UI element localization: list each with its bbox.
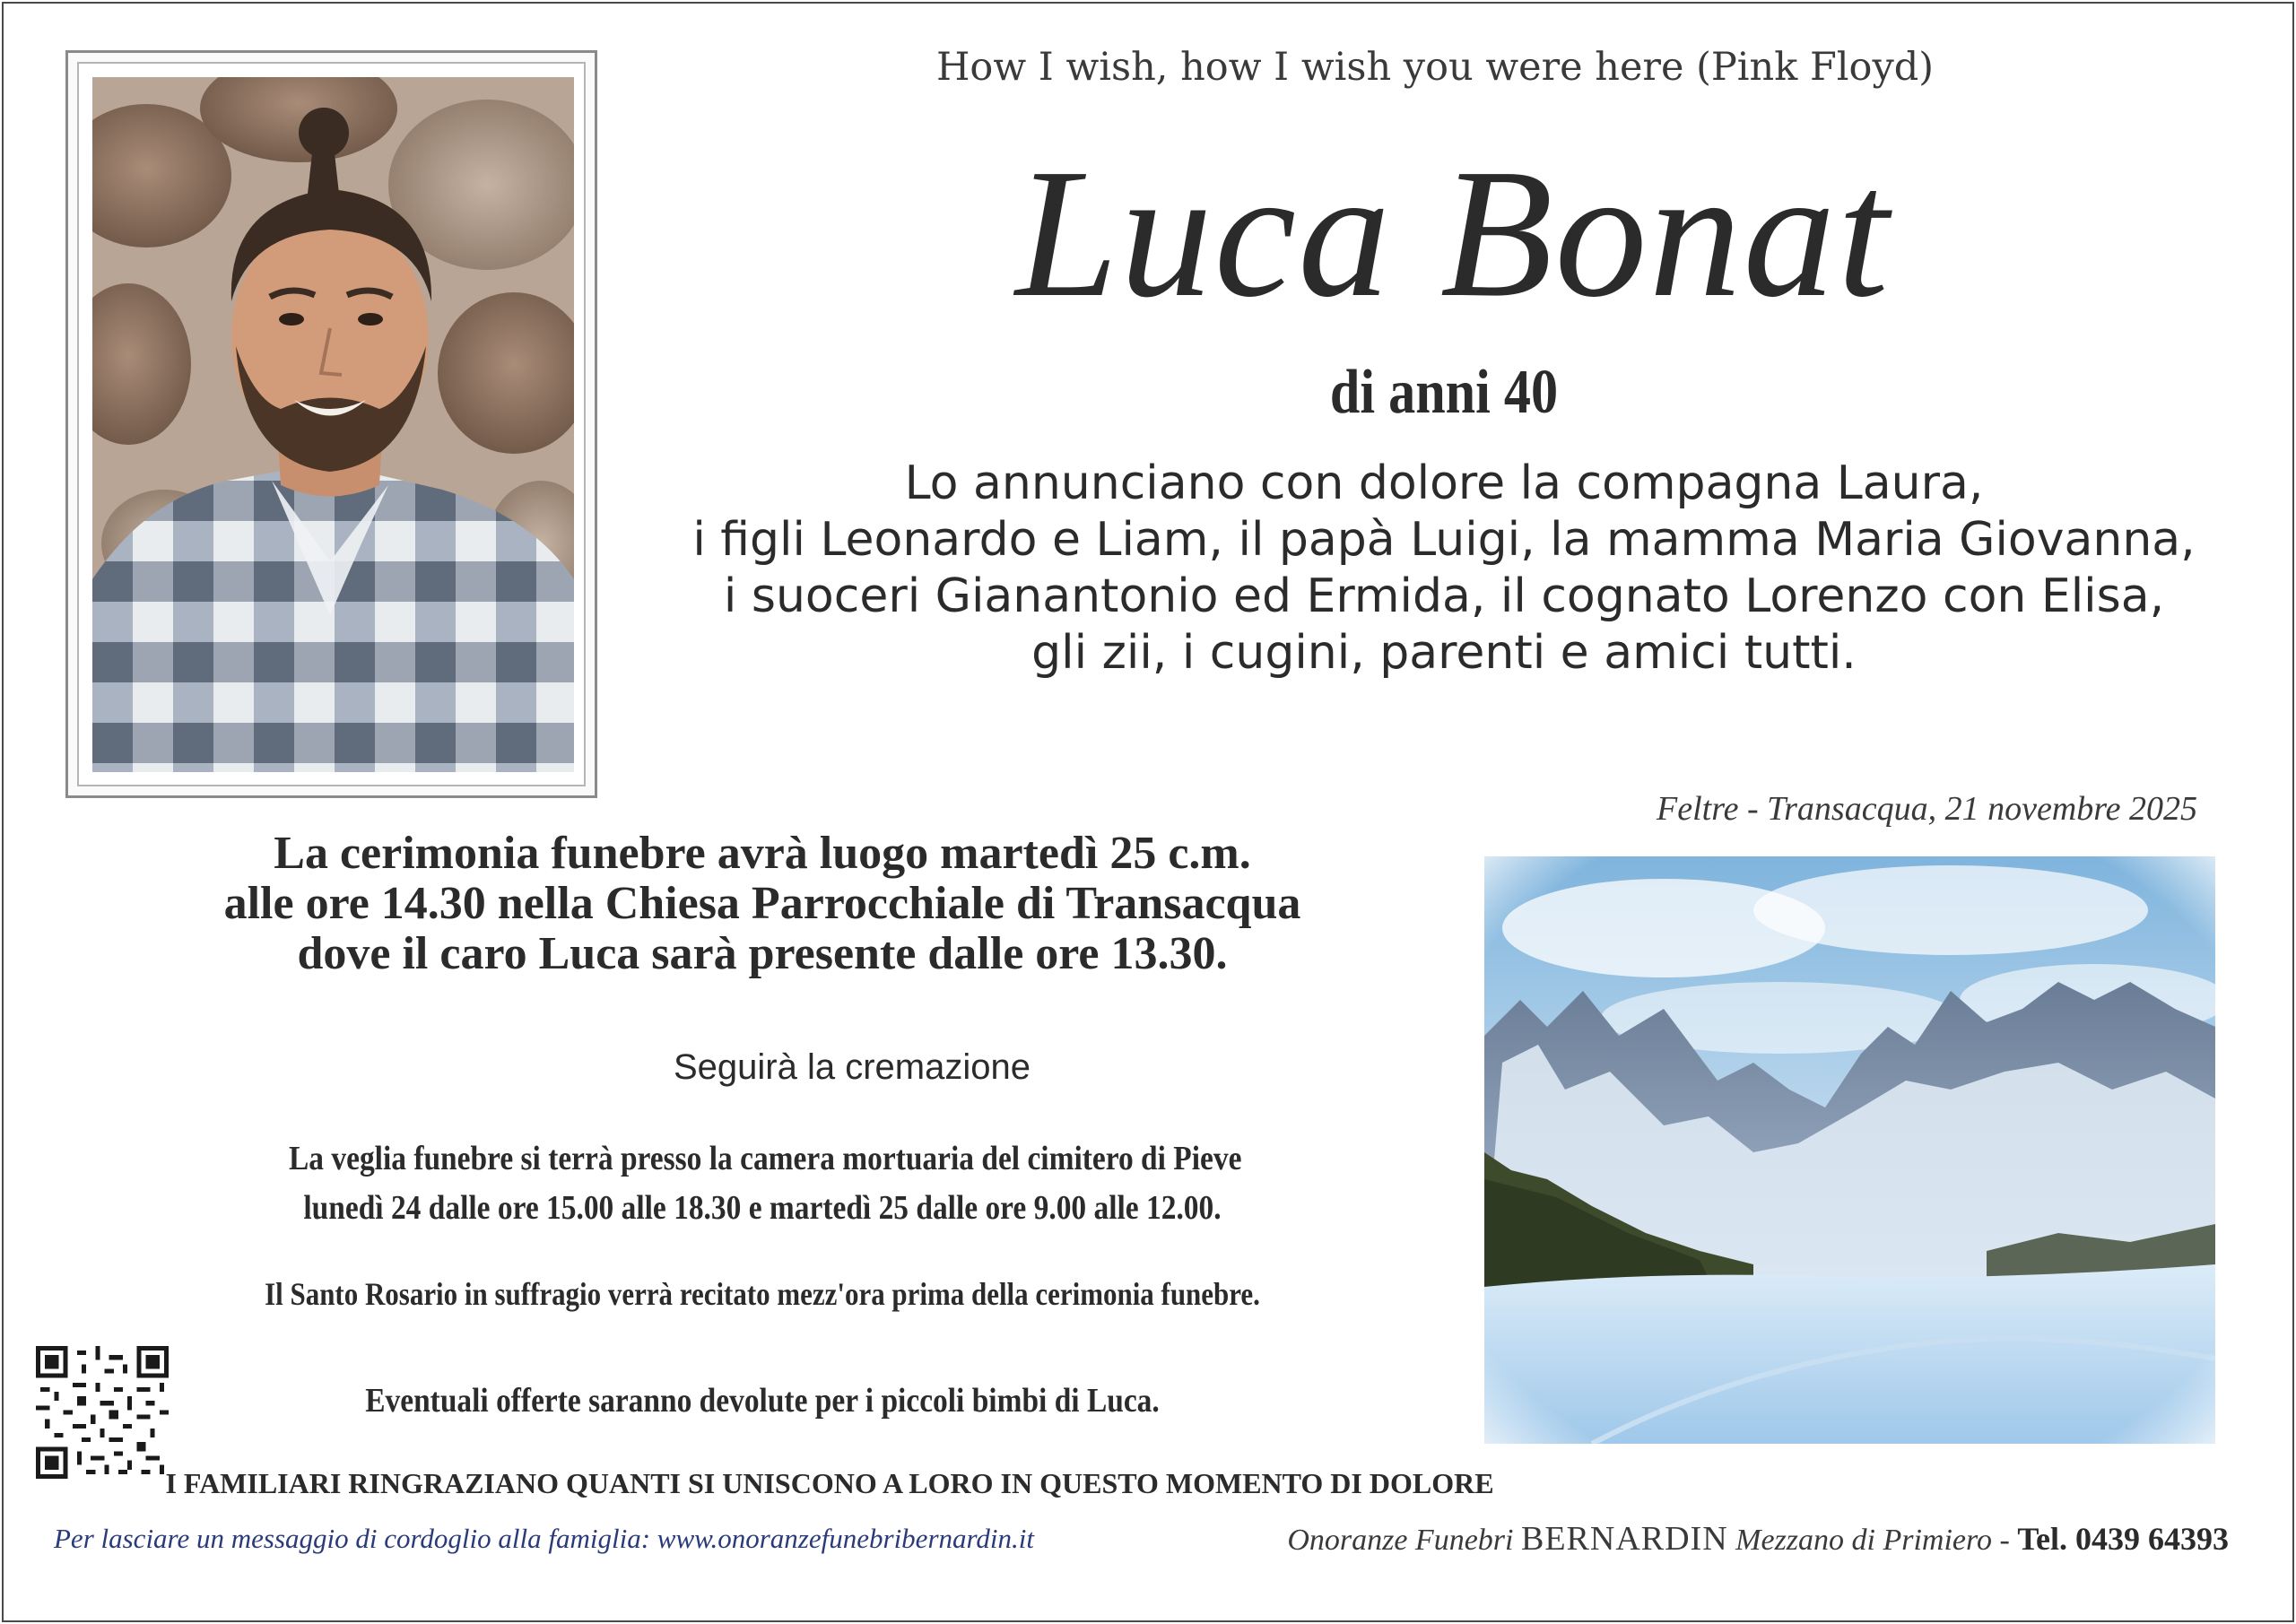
portrait-frame [65,50,597,798]
portrait-photo [92,77,574,772]
company-location: Mezzano di Primiero - [1735,1524,2010,1557]
mountain-landscape-image [1484,856,2215,1444]
family-thanks: I FAMILIARI RINGRAZIANO QUANTI SI UNISCONO A LORO IN QUESTO MOMENTO DI DOLORE [165,1467,1494,1499]
announcement-line: gli zii, i cugini, parenti e amici tutti. [1031,626,1857,680]
rosary-note: Il Santo Rosario in suffragio verrà recitato mezz'ora prima della cerimonia funebre. [265,1276,1260,1312]
ceremony-details [179,829,1345,979]
deceased-name: Luca Bonat [1015,130,1891,335]
vigil-line: La veglia funebre si terrà presso la camera mortuaria del cimitero di Pieve [289,1140,1242,1177]
company-prefix: Onoranze Funebri [1287,1524,1514,1557]
vigil-line: lunedì 24 dalle ore 15.00 alle 18.30 e martedì 25 dalle ore 9.00 alle 12.00. [303,1189,1222,1227]
funeral-home-info [1287,1519,2229,1559]
company-phone[interactable]: Tel. 0439 64393 [2017,1521,2229,1557]
announcement-line: Lo annunciano con dolore la compagna Laura, [904,456,1984,510]
condolence-message-link[interactable]: Per lasciare un messaggio di cordoglio alla famiglia: www.onoranzefunebribernardin.it [54,1523,1035,1554]
epigraph-quote: How I wish, how I wish you were here (Pink Floyd) [935,45,1935,90]
announcement-line: i suoceri Gianantonio ed Ermida, il cognato Lorenzo con Elisa, [723,569,2165,623]
ceremony-line: dove il caro Luca sarà presente dalle ore 13.30. [297,928,1228,979]
cremation-note: Seguirà la cremazione [674,1047,1031,1087]
company-name: BERNARDIN [1520,1520,1728,1558]
qr-code[interactable] [36,1346,169,1479]
offerings-note: Eventuali offerte saranno devolute per i piccoli bimbi di Luca. [365,1382,1160,1420]
deceased-age: di anni 40 [1329,358,1559,427]
announcement-line: i figli Leonardo e Liam, il papà Luigi, la mamma Maria Giovanna, [692,513,2196,567]
announcement [628,456,2260,682]
ceremony-line: La cerimonia funebre avrà luogo martedì 25 c.m. [274,828,1251,879]
place-date: Feltre - Transacqua, 21 novembre 2025 [1657,790,2197,828]
vigil-details [224,1134,1300,1233]
ceremony-line: alle ore 14.30 nella Chiesa Parrocchiale di Transacqua [223,878,1301,929]
